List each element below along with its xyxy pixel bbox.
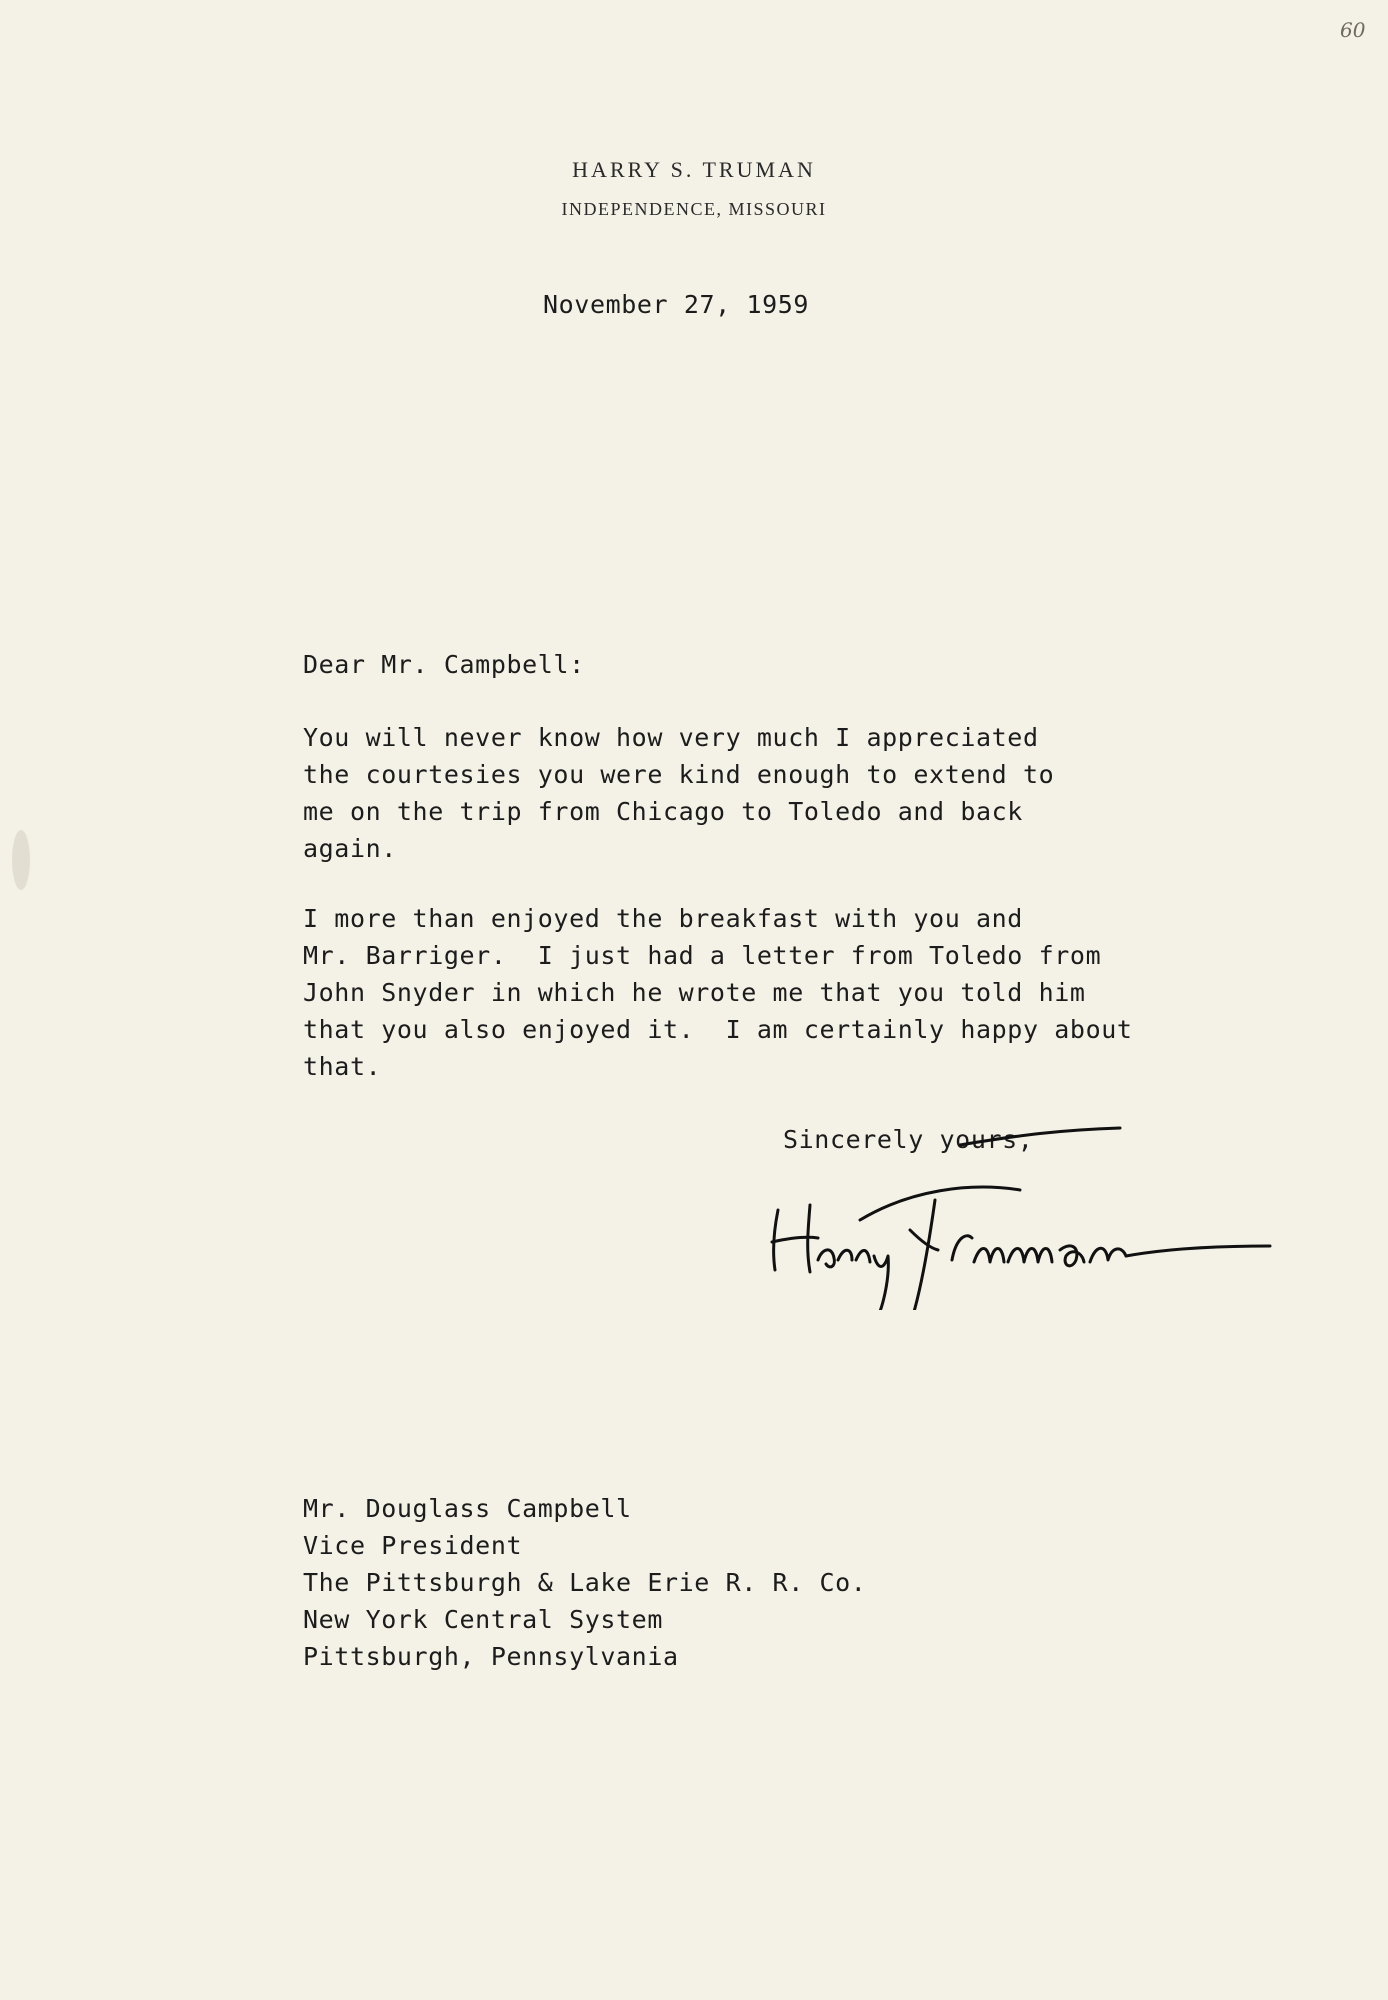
recipient-location: Pittsburgh, Pennsylvania <box>303 1642 679 1671</box>
salutation: Dear Mr. Campbell: <box>303 650 585 679</box>
paragraph-line: me on the trip from Chicago to Toledo and back <box>303 797 1023 826</box>
recipient-title: Vice President <box>303 1531 523 1560</box>
letterhead-place: INDEPENDENCE, MISSOURI <box>561 199 827 219</box>
paragraph-line: Mr. Barriger. I just had a letter from Toledo from <box>303 941 1102 970</box>
paragraph-line: the courtesies you were kind enough to extend to <box>303 760 1055 789</box>
paragraph-line: John Snyder in which he wrote me that you told him <box>303 978 1086 1007</box>
paragraph-line: that you also enjoyed it. I am certainly happy about <box>303 1015 1133 1044</box>
recipient-company: The Pittsburgh & Lake Erie R. R. Co. <box>303 1568 867 1597</box>
paragraph-line: You will never know how very much I appreciated <box>303 723 1039 752</box>
closing: Sincerely yours, <box>783 1125 1034 1154</box>
recipient-address-block <box>303 1490 866 1675</box>
body-paragraph-1 <box>303 719 1054 867</box>
body-paragraph-2 <box>303 900 1133 1085</box>
recipient-name: Mr. Douglass Campbell <box>303 1494 632 1523</box>
recipient-system: New York Central System <box>303 1605 663 1634</box>
handwritten-signature <box>760 1120 1280 1310</box>
letterhead-name: HARRY S. TRUMAN <box>572 157 816 182</box>
paragraph-line: I more than enjoyed the breakfast with you and <box>303 904 1023 933</box>
paragraph-line: again. <box>303 834 397 863</box>
paper-smudge <box>12 830 30 890</box>
paragraph-line: that. <box>303 1052 382 1081</box>
letter-date: November 27, 1959 <box>543 290 810 319</box>
page-number-mark: 60 <box>1340 18 1366 42</box>
